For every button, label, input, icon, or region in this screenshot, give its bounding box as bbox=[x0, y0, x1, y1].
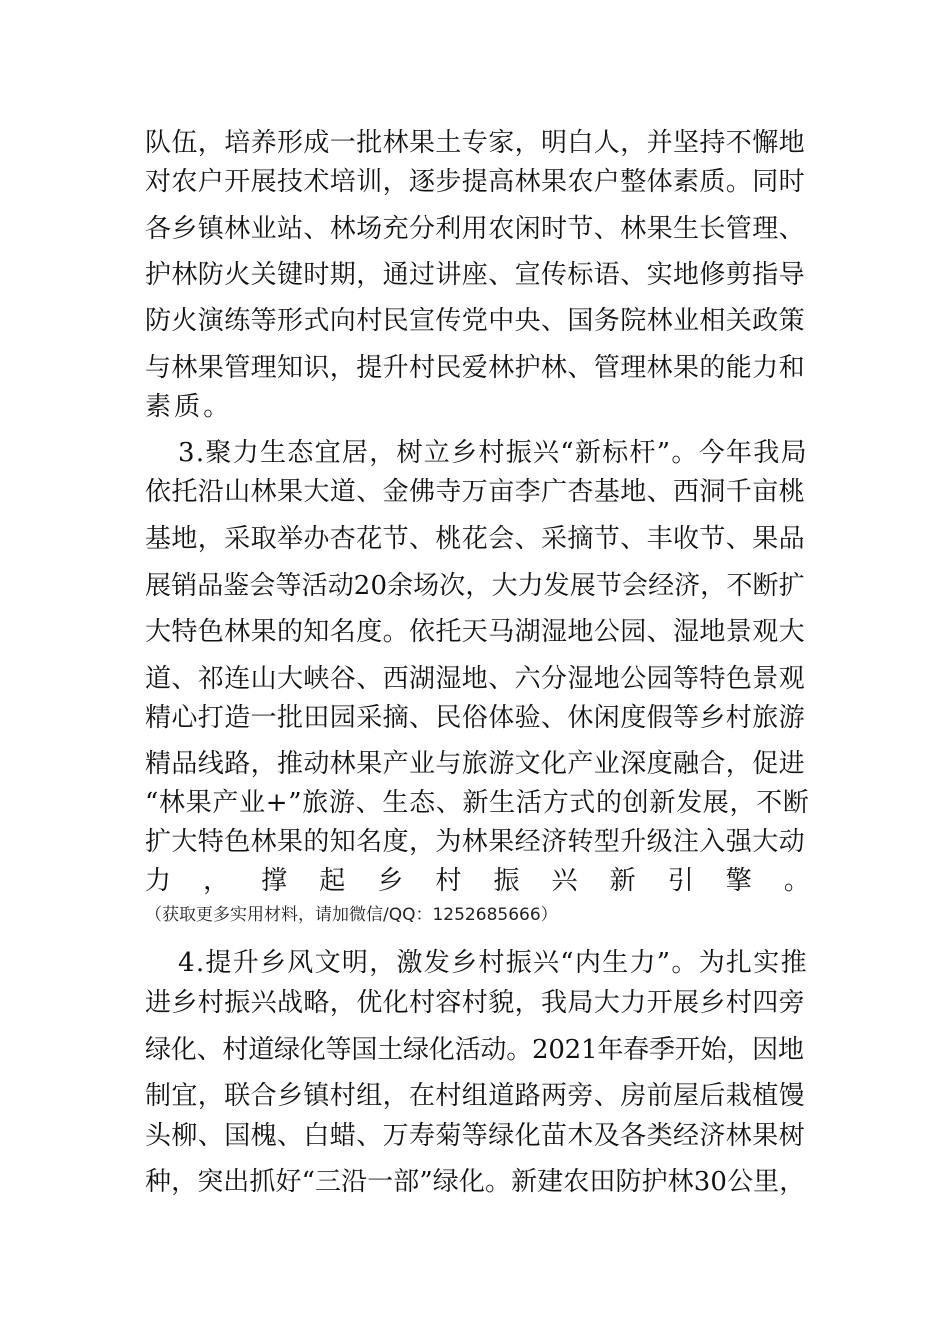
char: 擎 bbox=[725, 866, 752, 896]
body-text-line: 头柳、国槐、白蜡、万寿菊等绿化苗木及各类经济林果树 bbox=[145, 1121, 806, 1151]
char: 引 bbox=[667, 866, 694, 896]
body-text-line: “林果产业+”旅游、生态、新生活方式的创新发展，不断 bbox=[145, 788, 810, 818]
body-text-line: 精品线路，推动林果产业与旅游文化产业深度融合，促进 bbox=[145, 749, 806, 779]
contact-note: （获取更多实用材料，请加微信/QQ：1252685666） bbox=[145, 905, 558, 925]
body-text-line: 道、祁连山大峡谷、西湖湿地、六分湿地公园等特色景观 bbox=[145, 664, 806, 694]
body-text-line: 制宜，联合乡镇村组，在村组道路两旁、房前屋后栽植馒 bbox=[145, 1081, 806, 1111]
body-text-line: 护林防火关键时期，通过讲座、宣传标语、实地修剪指导 bbox=[145, 260, 806, 290]
char: 新 bbox=[609, 866, 636, 896]
body-text-line: 基地，采取举办杏花节、桃花会、采摘节、丰收节、果品 bbox=[145, 524, 806, 554]
body-text-line: 绿化、村道绿化等国土绿化活动。2021年春季开始，因地 bbox=[145, 1035, 804, 1065]
char: ， bbox=[203, 866, 230, 896]
body-text-line: 与林果管理知识，提升村民爱林护林、管理林果的能力和 bbox=[145, 353, 806, 383]
body-text-line: 依托沿山林果大道、金佛寺万亩李广杏基地、西洞千亩桃 bbox=[145, 477, 806, 507]
body-text-line: 各乡镇林业站、林场充分利用农闲时节、林果生长管理、 bbox=[145, 214, 806, 244]
body-text-line: 精心打造一批田园采摘、民俗体验、休闲度假等乡村旅游 bbox=[145, 703, 806, 733]
char: 。 bbox=[783, 866, 810, 896]
body-text-line: 素质。 bbox=[145, 392, 233, 422]
body-text-line: 对农户开展技术培训，逐步提高林果农户整体素质。同时 bbox=[145, 167, 806, 197]
body-text-line: 展销品鉴会等活动20余场次，大力发展节会经济，不断扩 bbox=[145, 571, 805, 601]
body-text-line: 防火演练等形式向村民宣传党中央、国务院林业相关政策 bbox=[145, 306, 806, 336]
char: 力 bbox=[145, 866, 172, 896]
char: 起 bbox=[319, 866, 346, 896]
section-3-heading-line: 3.聚力生态宜居，树立乡村振兴“新标杆”。今年我局 bbox=[178, 438, 808, 468]
char: 兴 bbox=[551, 866, 578, 896]
body-text-line: 大特色林果的知名度。依托天马湖湿地公园、湿地景观大 bbox=[145, 617, 806, 647]
char: 村 bbox=[435, 866, 462, 896]
justified-text-line bbox=[145, 862, 810, 900]
body-text-line: 进乡村振兴战略，优化村容村貌，我局大力开展乡村四旁 bbox=[145, 988, 806, 1018]
section-4-heading-line: 4.提升乡风文明，激发乡村振兴“内生力”。为扎实推 bbox=[178, 948, 808, 978]
char: 振 bbox=[493, 866, 520, 896]
char: 撑 bbox=[261, 866, 288, 896]
body-text-line: 扩大特色林果的知名度，为林果经济转型升级注入强大动 bbox=[145, 827, 806, 857]
body-text-line: 种，突出抓好“三沿一部”绿化。新建农田防护林30公里， bbox=[145, 1167, 806, 1197]
body-text-line: 队伍，培养形成一批林果土专家，明白人，并坚持不懈地 bbox=[145, 128, 806, 158]
char: 乡 bbox=[377, 866, 404, 896]
